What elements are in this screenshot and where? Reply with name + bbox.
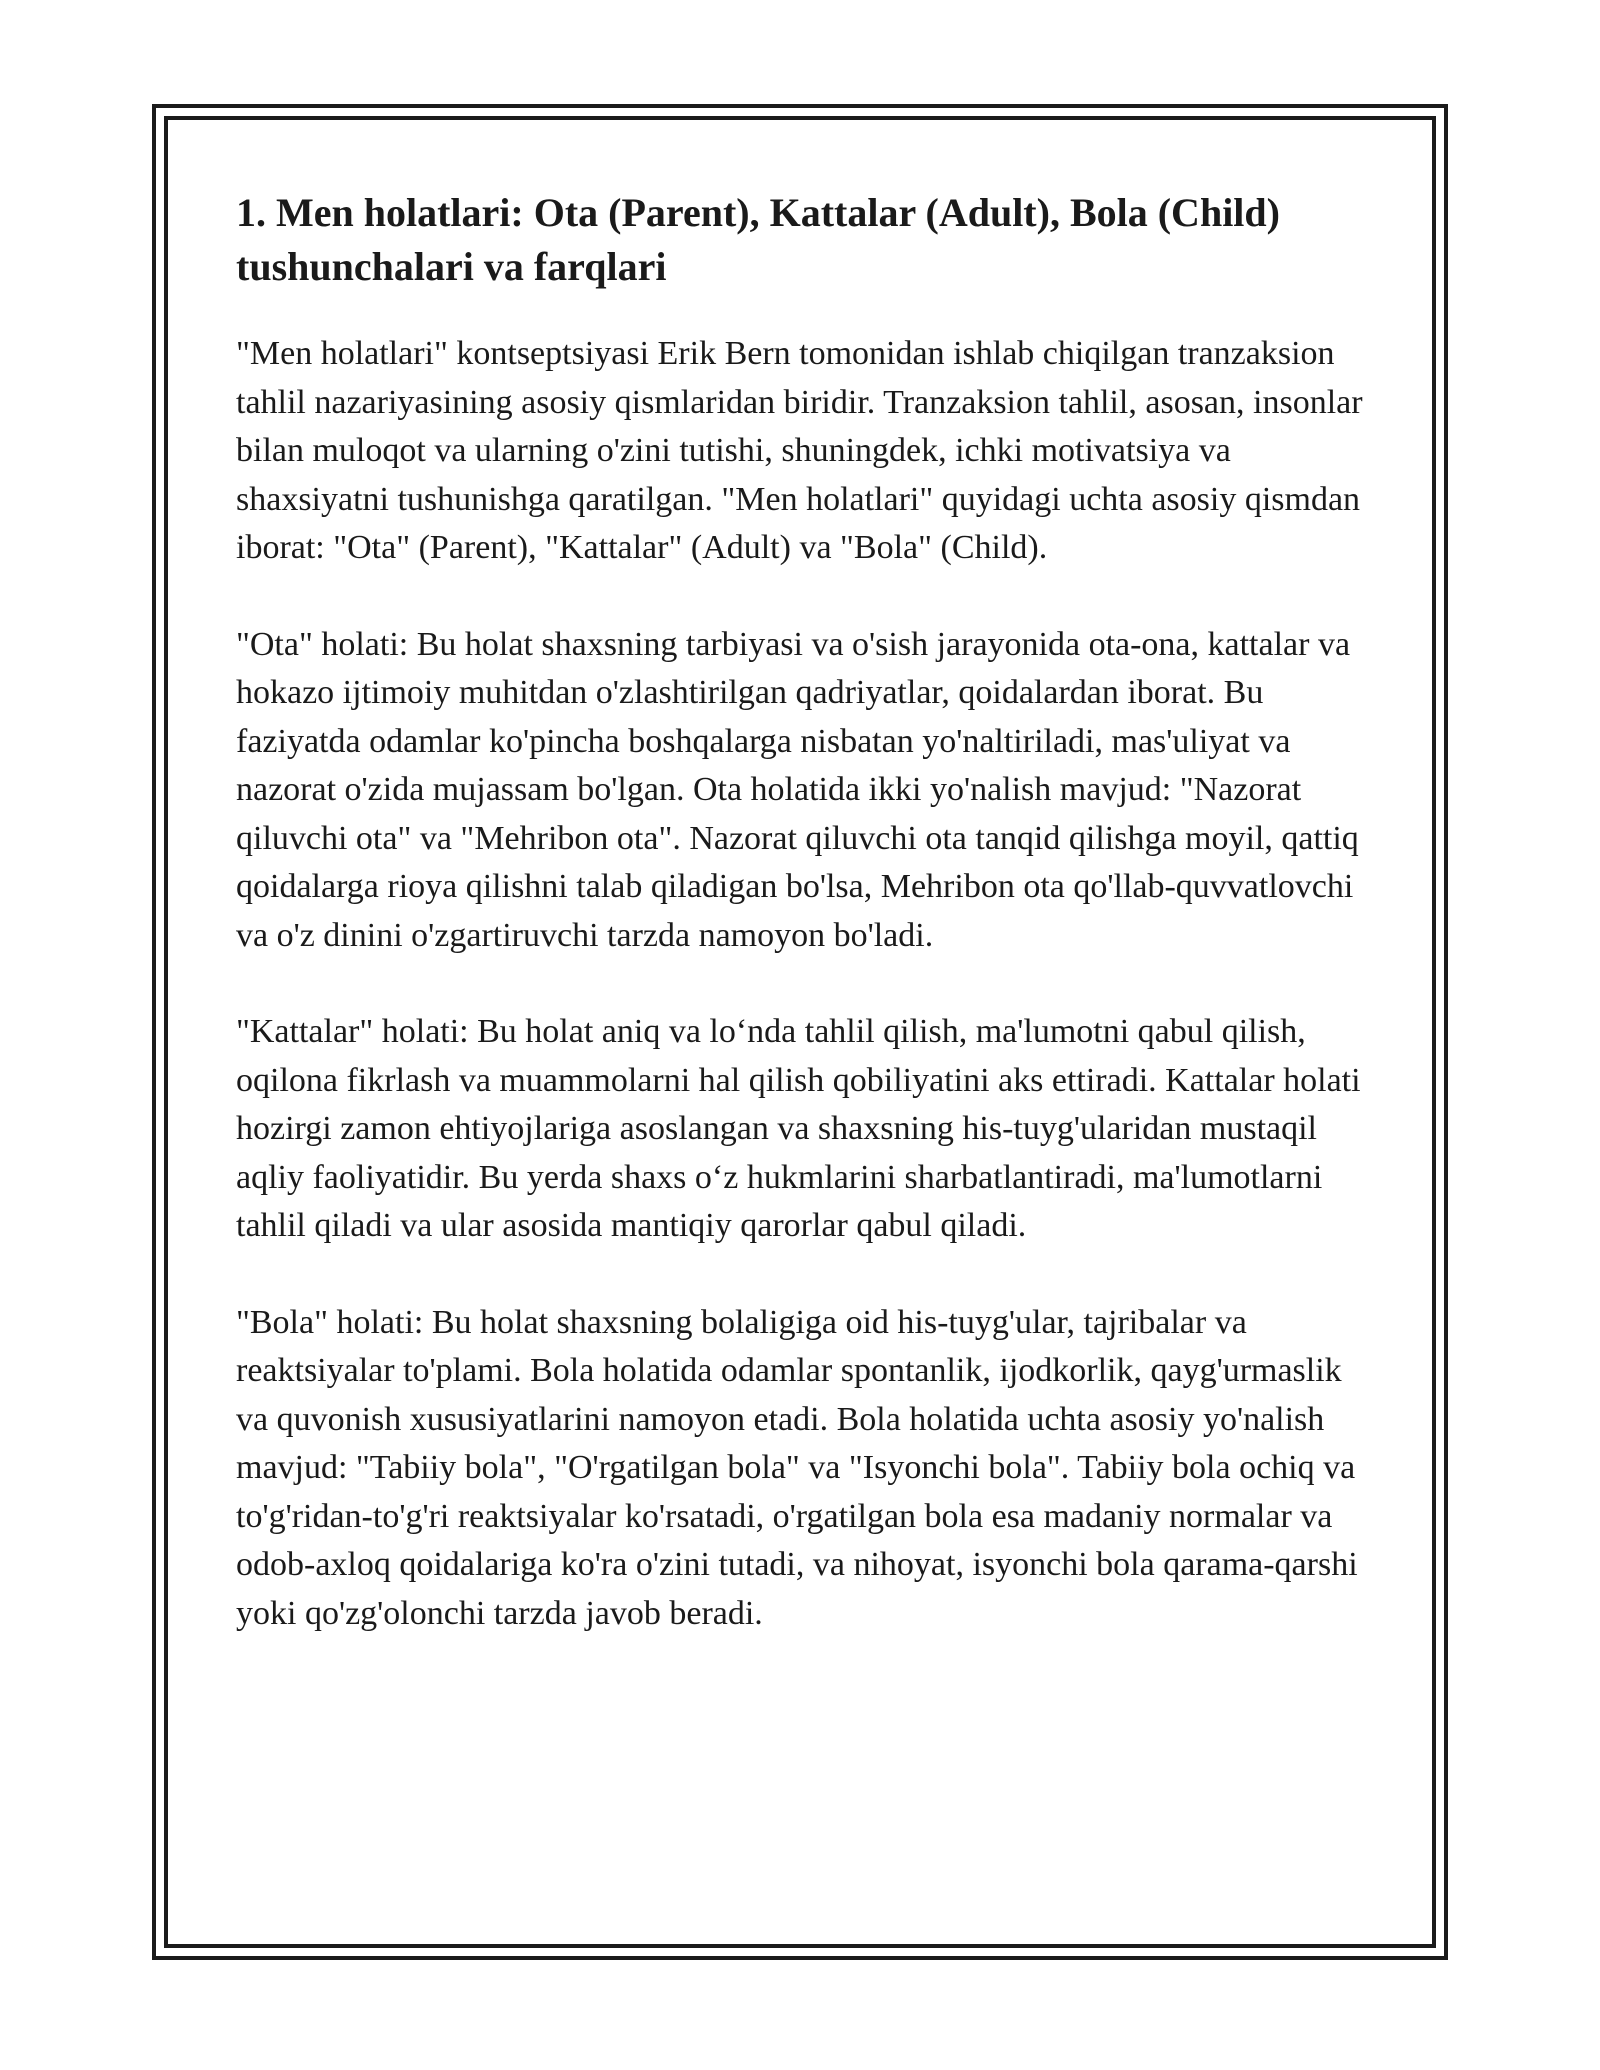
paragraph-adult-state: "Kattalar" holati: Bu holat aniq va lo‘nda tahlil qilish, ma'lumotni qabul qilish, oqilona fikrlash va muammolarni hal qilish qobiliyatini aks ettiradi. Kattalar holati hozirgi zamon ehtiyojlariga asoslangan va shaxsning his-tuyg'ularidan mustaqil aqliy faoliyatidir. Bu yerda shaxs o‘z hukmlarini sharbatlantiradi, ma'lumotlarni tahlil qiladi va ular asosida mantiqiy qarorlar qabul qiladi. (236, 1013, 1361, 1244)
paragraph-parent-state: "Ota" holati: Bu holat shaxsning tarbiyasi va o'sish jarayonida ota-ona, kattalar va hokazo ijtimoiy muhitdan o'zlashtirilgan qadriyatlar, qoidalardan iborat. Bu faziyatda odamlar ko'pincha boshqalarga nisbatan yo'naltiriladi, mas'uliyat va nazorat o'zida mujassam bo'lgan. Ota holatida ikki yo'nalish mavjud: "Nazorat qiluvchi ota" va "Mehribon ota". Nazorat qiluvchi ota tanqid qilishga moyil, qattiq qoidalarga rioya qilishni talab qiladigan bo'lsa, Mehribon ota qo'llab-quvvatlovchi va o'z dinini o'zgartiruvchi tarzda namoyon bo'ladi. (236, 625, 1359, 954)
paragraph-intro: "Men holatlari" kontseptsiyasi Erik Bern tomonidan ishlab chiqilgan tranzaksion tahlil nazariyasining asosiy qismlaridan biridir. Tranzaksion tahlil, asosan, insonlar bilan muloqot va ularning o'zini tutishi, shuningdek, ichki motivatsiya va shaxsiyatni tushunishga qaratilgan. "Men holatlari" quyidagi uchta asosiy qismdan iborat: "Ota" (Parent), "Kattalar" (Adult) va "Bola" (Child). (236, 335, 1363, 566)
section-heading: 1. Men holatlari: Ota (Parent), Kattalar (Adult), Bola (Child) tushunchalari va farqlari (236, 190, 1280, 289)
paragraph-child-state: "Bola" holati: Bu holat shaxsning bolaligiga oid his-tuyg'ular, tajribalar va reaktsiyalar to'plami. Bola holatida odamlar spontanlik, ijodkorlik, qayg'urmaslik va quvonish xususiyatlarini namoyon etadi. Bola holatida uchta asosiy yo'nalish mavjud: "Tabiiy bola", "O'rgatilgan bola" va "Isyonchi bola". Tabiiy bola ochiq va to'g'ridan-to'g'ri reaktsiyalar ko'rsatadi, o'rgatilgan bola esa madaniy normalar va odob-axloq qoidalariga ko'ra o'zini tutadi, va nihoyat, isyonchi bola qarama-qarshi yoki qo'zg'olonchi tarzda javob beradi. (236, 1303, 1358, 1632)
document-content (236, 186, 1376, 1686)
